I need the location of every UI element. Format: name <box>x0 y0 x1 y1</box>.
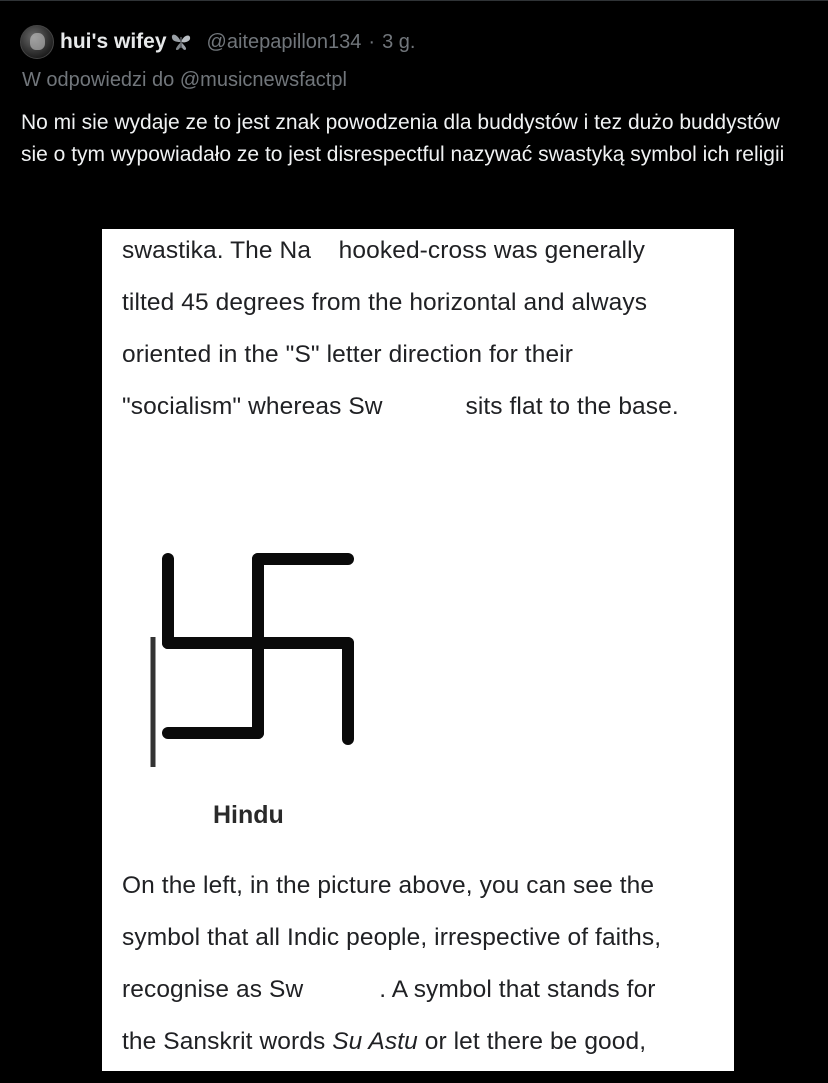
media-text-line: recognise as Sw . A symbol that stands for <box>122 976 656 1003</box>
separator-dot: · <box>368 30 376 53</box>
reply-to-label[interactable]: W odpowiedzi do @musicnewsfactpl <box>22 69 347 91</box>
media-text-line: On the left, in the picture above, you can see the <box>122 872 655 899</box>
media-text-line: tilted 45 degrees from the horizontal and always <box>122 289 648 316</box>
media-text-line <box>122 1028 646 1056</box>
media-italic-text: Su Astu <box>332 1028 418 1055</box>
tweet-header <box>20 25 415 59</box>
media-text-line: oriented in the "S" letter direction for their <box>122 341 573 368</box>
butterfly-icon <box>169 31 193 53</box>
media-text-line: symbol that all Indic people, irrespective of faiths, <box>122 924 662 951</box>
media-text-line: "socialism" whereas Sw sits flat to the base. <box>122 393 679 420</box>
avatar[interactable] <box>20 25 54 59</box>
tweet-media-image[interactable] <box>102 229 734 1071</box>
timestamp[interactable]: 3 g. <box>382 30 416 53</box>
hindu-swastika-icon <box>142 545 372 775</box>
media-text-line: swastika. The Na hooked-cross was generally <box>122 237 645 264</box>
user-handle[interactable]: @aitepapillon134 <box>206 30 362 53</box>
media-text-segment: or let there be good, <box>417 1028 647 1055</box>
media-text-segment: the Sanskrit words <box>122 1028 333 1055</box>
tweet-text: No mi sie wydaje ze to jest znak powodzenia dla buddystów i tez dużo buddystów sie o tym wypowiadało ze to jest disrespectful nazywać swastyką symbol ich religii <box>21 111 785 166</box>
symbol-label: Hindu <box>213 801 284 829</box>
display-name[interactable]: hui's wifey <box>60 30 167 53</box>
